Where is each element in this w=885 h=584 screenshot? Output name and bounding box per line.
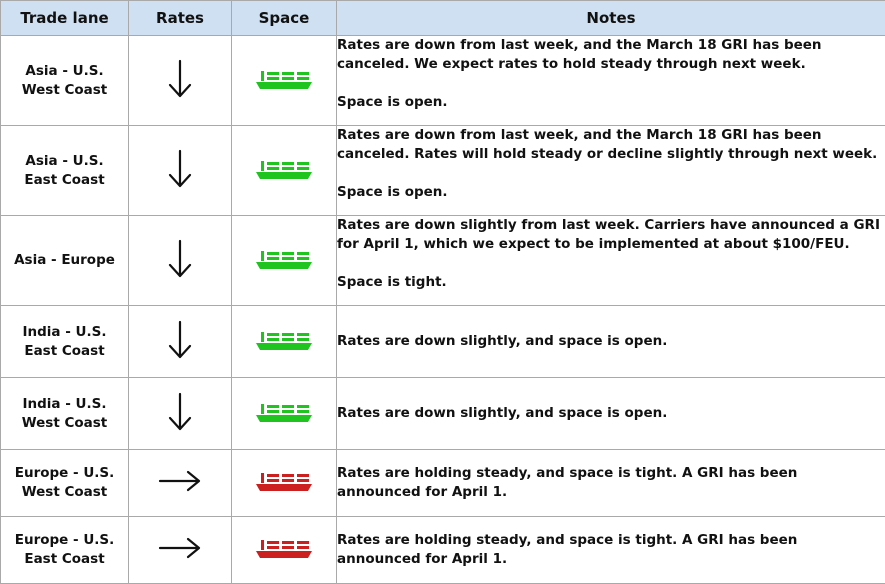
notes-cell xyxy=(337,306,885,378)
container-ship-icon xyxy=(255,536,313,560)
trade-lane-region: East Coast xyxy=(24,342,105,359)
rate-cell xyxy=(129,36,232,126)
space-note-text: Space is open. xyxy=(337,184,448,200)
header-row xyxy=(1,1,885,36)
rate-cell xyxy=(129,517,232,584)
container-ship-icon xyxy=(255,247,313,271)
notes-cell xyxy=(337,36,885,126)
trade-lane-name: Europe - U.S. xyxy=(14,532,115,548)
container-ship-icon xyxy=(255,328,313,352)
space-cell xyxy=(232,306,337,378)
arrow-down-icon xyxy=(167,392,193,432)
table-row xyxy=(1,306,885,378)
space-cell xyxy=(232,216,337,306)
notes-cell xyxy=(337,126,885,216)
container-ship-icon xyxy=(255,157,313,181)
note-text: Rates are down from last week, and the March 18 GRI has been canceled. Rates will hold steady or decline slightly through next week. xyxy=(337,127,878,162)
trade-lane-cell xyxy=(1,378,129,450)
rate-cell xyxy=(129,306,232,378)
space-cell xyxy=(232,378,337,450)
note-text: Rates are down slightly, and space is open. xyxy=(337,333,668,349)
arrow-down-icon xyxy=(167,320,193,360)
rate-cell xyxy=(129,126,232,216)
trade-lane-name: Asia - Europe xyxy=(14,252,115,268)
trade-lane-region: East Coast xyxy=(24,171,105,188)
trade-lane-name: Asia - U.S. xyxy=(25,62,104,79)
trade-lane-name: India - U.S. xyxy=(22,323,107,340)
arrow-down-icon xyxy=(167,59,193,99)
notes-cell xyxy=(337,378,885,450)
trade-lane-region: West Coast xyxy=(21,414,108,431)
trade-lane-cell xyxy=(1,216,129,306)
trade-lane-cell xyxy=(1,36,129,126)
space-cell xyxy=(232,126,337,216)
trade-lane-cell xyxy=(1,517,129,584)
header-trade-lane: Trade lane xyxy=(1,1,129,36)
header-rates: Rates xyxy=(129,1,232,36)
trade-lane-name: India - U.S. xyxy=(22,395,107,412)
table-row xyxy=(1,216,885,306)
trade-lane-region: East Coast xyxy=(24,551,105,567)
table-row xyxy=(1,378,885,450)
space-note-text: Space is tight. xyxy=(337,274,447,290)
note-text: Rates are down slightly from last week. Carriers have announced a GRI for April 1, which we expect to be implemented at about $100/FEU. xyxy=(337,217,880,252)
arrow-right-icon xyxy=(158,536,202,560)
table-row xyxy=(1,36,885,126)
arrow-down-icon xyxy=(167,149,193,189)
container-ship-icon xyxy=(255,400,313,424)
space-cell xyxy=(232,36,337,126)
table-row xyxy=(1,126,885,216)
rate-cell xyxy=(129,216,232,306)
container-ship-icon xyxy=(255,469,313,493)
notes-cell xyxy=(337,216,885,306)
space-cell xyxy=(232,450,337,517)
trade-lane-cell xyxy=(1,450,129,517)
note-text: Rates are holding steady, and space is tight. A GRI has been announced for April 1. xyxy=(337,532,798,567)
table-row xyxy=(1,517,885,584)
trade-lane-name: Europe - U.S. xyxy=(14,465,115,481)
trade-lane-cell xyxy=(1,306,129,378)
table-row xyxy=(1,450,885,517)
trade-lane-region: West Coast xyxy=(21,81,108,98)
trade-lane-region: West Coast xyxy=(21,484,108,500)
rate-cell xyxy=(129,378,232,450)
container-ship-icon xyxy=(255,67,313,91)
space-cell xyxy=(232,517,337,584)
trade-lane-cell xyxy=(1,126,129,216)
header-notes: Notes xyxy=(337,1,885,36)
arrow-down-icon xyxy=(167,239,193,279)
header-space: Space xyxy=(232,1,337,36)
note-text: Rates are holding steady, and space is tight. A GRI has been announced for April 1. xyxy=(337,465,798,500)
arrow-right-icon xyxy=(158,469,202,493)
space-note-text: Space is open. xyxy=(337,94,448,110)
trade-lane-name: Asia - U.S. xyxy=(25,152,104,169)
note-text: Rates are down from last week, and the March 18 GRI has been canceled. We expect rates to hold steady through next week. xyxy=(337,37,822,72)
rate-cell xyxy=(129,450,232,517)
notes-cell xyxy=(337,517,885,584)
note-text: Rates are down slightly, and space is open. xyxy=(337,405,668,421)
notes-cell xyxy=(337,450,885,517)
